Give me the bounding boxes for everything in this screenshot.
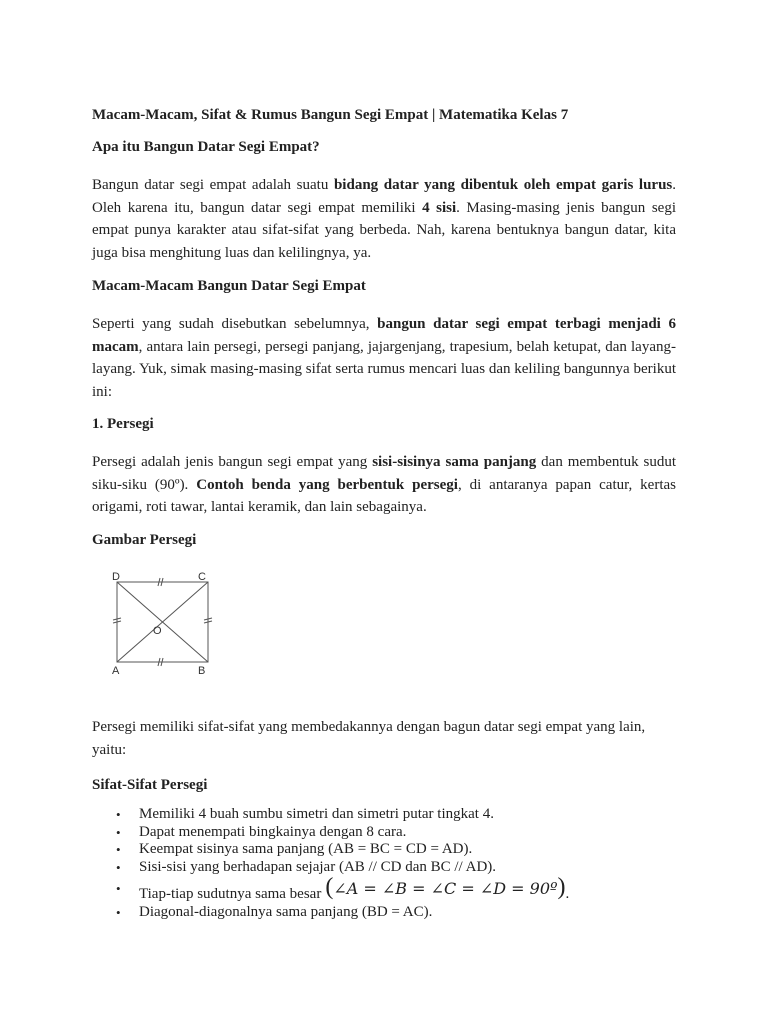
section-heading-what-is: Apa itu Bangun Datar Segi Empat? [92, 139, 320, 155]
formula-trailing: . [565, 886, 570, 902]
list-item: • Memiliki 4 buah sumbu simetri dan simetri putar tingkat 4. [92, 806, 692, 824]
text-span: Seperti yang sudah disebutkan sebelumnya, [92, 316, 378, 332]
list-item: • Diagonal-diagonalnya sama panjang (BD = AC). [92, 904, 692, 922]
paragraph-properties-intro: Persegi memiliki sifat-sifat yang membedakannya dengan bagun datar segi empat yang lain, yaitu: [92, 719, 646, 758]
vertex-label-a: A [112, 665, 120, 676]
bold-text: 4 sisi [422, 199, 457, 216]
vertex-label-b: B [198, 665, 206, 676]
text-span: dan membentuk sudut siku-siku (90º). [92, 454, 677, 493]
list-item-text: Tiap-tiap sudutnya sama besar [139, 886, 322, 902]
formula-paren: ) [557, 874, 566, 900]
list-item: • Keempat sisinya sama panjang (AB = BC = CD = AD). [92, 841, 692, 859]
formula-paren: ( [325, 874, 334, 900]
section-heading-properties: Sifat-Sifat Persegi [92, 777, 208, 793]
angle-formula [325, 874, 566, 900]
paragraph-definition [92, 174, 676, 264]
paragraph-types [92, 313, 676, 403]
properties-list [92, 806, 692, 922]
section-heading-types: Macam-Macam Bangun Datar Segi Empat [92, 278, 366, 294]
text-span: . Masing-masing jenis bangun segi empat punya karakter atau sifat-sifat yang berbeda. Nah, karena bentuknya bangun datar, kita juga bisa menghitung luas dan kelilingnya, ya. [92, 199, 676, 261]
bold-text: Contoh benda yang berbentuk persegi [196, 476, 458, 493]
square-diagram [108, 568, 218, 676]
formula-text: ∠A = ∠B = ∠C = ∠D = 90º [333, 879, 558, 898]
text-span: , di antaranya papan catur, kertas origami, roti tawar, lantai keramik, dan lain sebagainya. [92, 476, 676, 515]
bold-text: bangun datar segi empat terbagi menjadi 6 macam [92, 316, 676, 355]
text-span: Bangun datar segi empat adalah suatu [92, 177, 334, 193]
document-title: Macam-Macam, Sifat & Rumus Bangun Segi Empat | Matematika Kelas 7 [92, 107, 569, 123]
list-item [92, 874, 692, 904]
section-heading-persegi: 1. Persegi [92, 416, 154, 432]
list-item: • Sisi-sisi yang berhadapan sejajar (AB // CD dan BC // AD). [92, 859, 692, 877]
center-label-o: O [153, 625, 162, 637]
vertex-label-c: C [198, 571, 206, 583]
text-span: Persegi adalah jenis bangun segi empat yang [92, 454, 373, 470]
paragraph-persegi [92, 451, 676, 519]
bold-text: bidang datar yang dibentuk oleh empat garis lurus [333, 177, 673, 193]
figure-heading: Gambar Persegi [92, 532, 197, 548]
bold-text: sisi-sisinya sama panjang [372, 454, 537, 470]
list-item: • Dapat menempati bingkainya dengan 8 cara. [92, 824, 692, 842]
vertex-label-d: D [112, 571, 120, 583]
text-span: . Oleh karena itu, bangun datar segi empat memiliki [92, 177, 676, 216]
text-span: , antara lain persegi, persegi panjang, jajargenjang, trapesium, belah ketupat, dan layang-layang. Yuk, simak masing-masing sifat serta rumus mencari luas dan keliling bangunnya berikut ini: [92, 338, 676, 400]
